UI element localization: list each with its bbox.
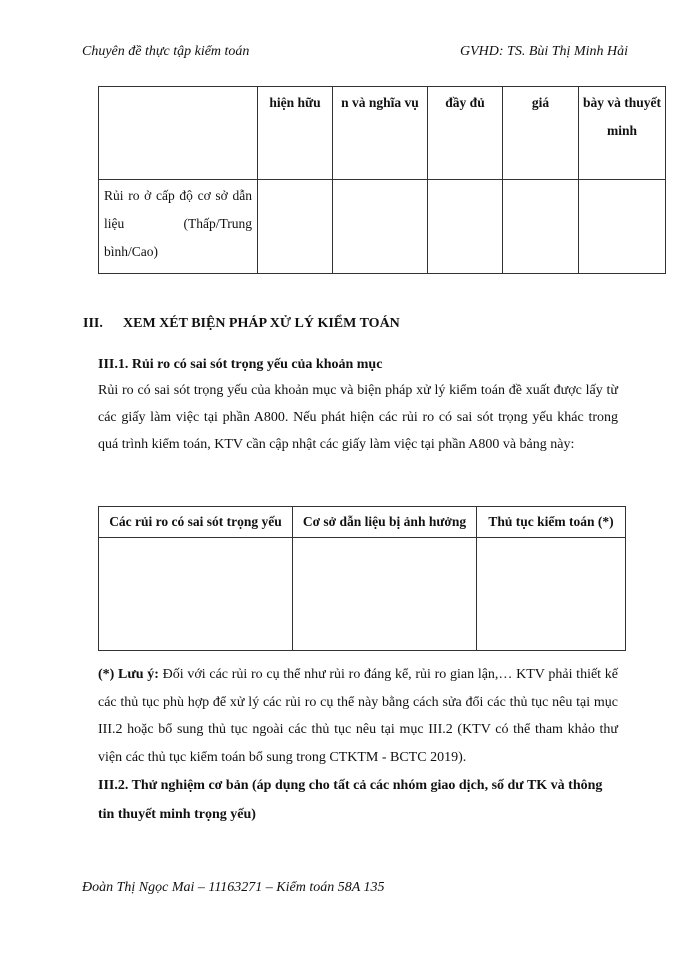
table-header-cell: Cơ sở dẫn liệu bị ảnh hưởng — [293, 507, 477, 538]
table-header-cell: hiện hữu — [258, 87, 333, 180]
note-label: (*) Lưu ý: — [98, 667, 159, 682]
section-number: III. — [83, 316, 103, 331]
table-cell — [258, 180, 333, 274]
table-header-cell: n và nghĩa vụ — [333, 87, 428, 180]
audit-procedure-table — [98, 506, 626, 651]
risk-level-label: Rủi ro ở cấp độ cơ sở dẫn liệu (Thấp/Trung bình/Cao) — [99, 180, 258, 274]
subsection-heading-1: III.1. Rủi ro có sai sót trọng yếu của khoản mục — [98, 357, 383, 372]
table-header-cell: Thủ tục kiểm toán (*) — [477, 507, 626, 538]
section-heading — [83, 316, 400, 332]
body-paragraph: Rủi ro có sai sót trọng yếu của khoản mục và biện pháp xử lý kiểm toán đề xuất được lấy từ các giấy làm việc tại phần A800. Nếu phát hiện các rủi ro có sai sót trọng yếu khác trong quá trình kiểm toán, KTV cần cập nhật các giấy làm việc tại phần A800 và bảng này: — [98, 383, 618, 452]
table-header-cell: bày và thuyết minh — [579, 87, 666, 180]
table-cell — [503, 180, 579, 274]
table-row — [99, 507, 626, 538]
table-cell — [293, 538, 477, 651]
header-right: GVHD: TS. Bùi Thị Minh Hải — [460, 44, 628, 59]
table-header-cell: đầy đủ — [428, 87, 503, 180]
table-header-cell: Các rủi ro có sai sót trọng yếu — [99, 507, 293, 538]
section-title: XEM XÉT BIỆN PHÁP XỬ LÝ KIỂM TOÁN — [123, 316, 400, 331]
assertion-risk-table — [98, 86, 666, 274]
subsection-heading-2: III.2. Thử nghiệm cơ bản (áp dụng cho tất cả các nhóm giao dịch, số dư TK và thông tin thuyết minh trọng yếu) — [98, 778, 603, 822]
table-cell — [99, 538, 293, 651]
header-left: Chuyên đề thực tập kiểm toán — [82, 44, 250, 59]
table-row — [99, 87, 666, 180]
note-text: Đối với các rủi ro cụ thể như rủi ro đáng kể, rủi ro gian lận,… KTV phải thiết kế các thủ tục phù hợp để xử lý các rủi ro cụ thể này bằng cách sửa đổi các thủ tục nêu tại mục III.2 hoặc bổ sung thủ tục ngoài các thủ tục nêu tại mục III.2 (KTV có thể tham khảo thư viện các thủ tục kiểm toán bổ sung trong CTKTM - BCTC 2019). — [98, 667, 618, 765]
table-cell — [477, 538, 626, 651]
table-header-cell — [99, 87, 258, 180]
page-footer: Đoàn Thị Ngọc Mai – 11163271 – Kiểm toán 58A 135 — [82, 880, 385, 895]
table-cell — [333, 180, 428, 274]
table-cell — [428, 180, 503, 274]
table-row — [99, 538, 626, 651]
table-row — [99, 180, 666, 274]
table-cell — [579, 180, 666, 274]
table-header-cell: giá — [503, 87, 579, 180]
note-paragraph — [98, 661, 618, 771]
